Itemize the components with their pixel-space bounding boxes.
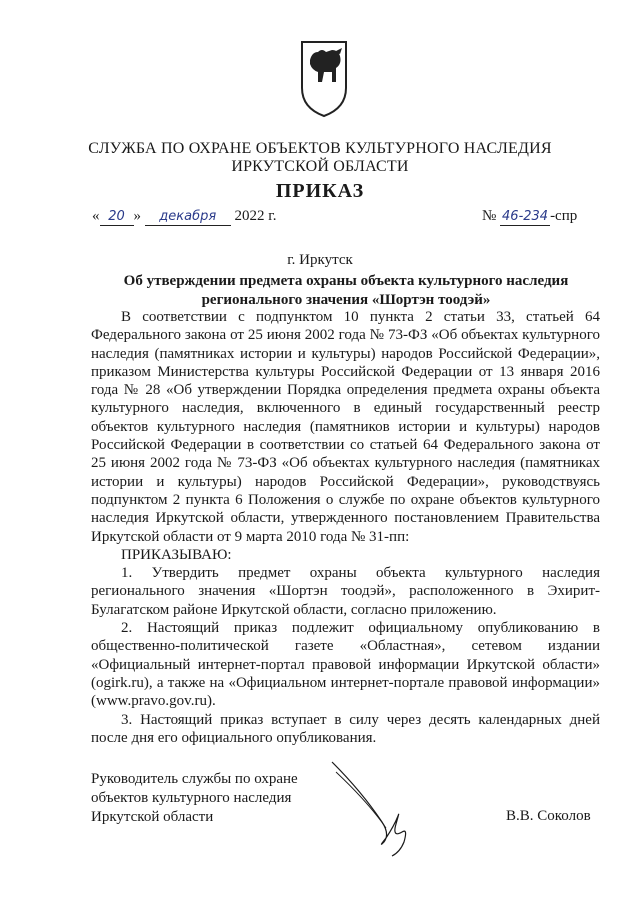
- number-value: 46-234: [502, 209, 549, 224]
- signer-name: В.В. Соколов: [506, 808, 591, 824]
- handwritten-signature: [312, 752, 432, 862]
- agency-name-line1: СЛУЖБА ПО ОХРАНЕ ОБЪЕКТОВ КУЛЬТУРНОГО НАСЛЕДИЯ: [88, 140, 552, 157]
- date-year: 2022 г.: [234, 208, 277, 224]
- document-body: [91, 308, 600, 747]
- coat-of-arms-icon: [298, 38, 350, 118]
- position-line3: Иркутской области: [91, 809, 214, 825]
- order-item-1: 1. Утвердить предмет охраны объекта культурного наследия регионального значения «Шортэн тоодэй», расположенного в Эхирит-Булагатском районе Иркутской области, согласно приложению.: [91, 565, 600, 618]
- signatory-position: [91, 770, 298, 827]
- preamble-paragraph: В соответствии с подпунктом 10 пункта 2 статьи 33, статьей 64 Федерального закона от 25 июня 2002 года № 73-ФЗ «Об объектах культурного наследия (памятниках истории и культуры) народов Российской Федерации», приказом Министерства культуры Российской Федерации от 13 января 2016 года № 28 «Об утверждении Порядка определения предмета охраны объекта культурного наследия, включенного в единый государственный реестр объектов культурного наследия (памятников истории и культуры) народов Российской Федерации в соответствии со статьей 64 Федерального закона от 25 июня 2002 года № 73-ФЗ «Об объектах культурного наследия (памятниках истории и культуры) народов Российской Федерации», руководствуясь подпунктом 2 пункта 6 Положения о службе по охране объектов культурного наследия Иркутской области, утвержденного постановлением Правительства Иркутской области от 9 марта 2010 года № 31-пп:: [91, 309, 600, 545]
- city: г. Иркутск: [287, 252, 353, 268]
- date-open-quote: «: [92, 208, 100, 224]
- date-close-quote: »: [133, 208, 141, 224]
- heading-line2: регионального значения «Шортэн тоодэй»: [201, 292, 491, 308]
- order-word: ПРИКАЗЫВАЮ:: [121, 546, 232, 563]
- number-suffix: -спр: [550, 208, 578, 224]
- order-item-3: 3. Настоящий приказ вступает в силу через десять календарных дней после дня его официального опубликования.: [91, 711, 600, 746]
- date-month: декабря: [145, 208, 231, 226]
- agency-name-line2: ИРКУТСКОЙ ОБЛАСТИ: [231, 158, 409, 175]
- date-day: 20: [100, 208, 134, 226]
- position-line2: объектов культурного наследия: [91, 790, 292, 806]
- document-date: [92, 208, 276, 226]
- heading-line1: Об утверждении предмета охраны объекта культурного наследия: [123, 273, 569, 289]
- position-line1: Руководитель службы по охране: [91, 771, 298, 787]
- order-item-2: 2. Настоящий приказ подлежит официальному опубликованию в общественно-политической газете «Областная», сетевом издании «Официальный интернет-портал правовой информации Иркутской области» (ogirk.ru), а также на «Официальном интернет-портале правовой информации» (www.pravo.gov.ru).: [91, 620, 600, 710]
- document-heading: [92, 272, 600, 310]
- document-number: [482, 208, 577, 226]
- number-prefix: №: [482, 208, 497, 224]
- document-type: ПРИКАЗ: [275, 180, 365, 202]
